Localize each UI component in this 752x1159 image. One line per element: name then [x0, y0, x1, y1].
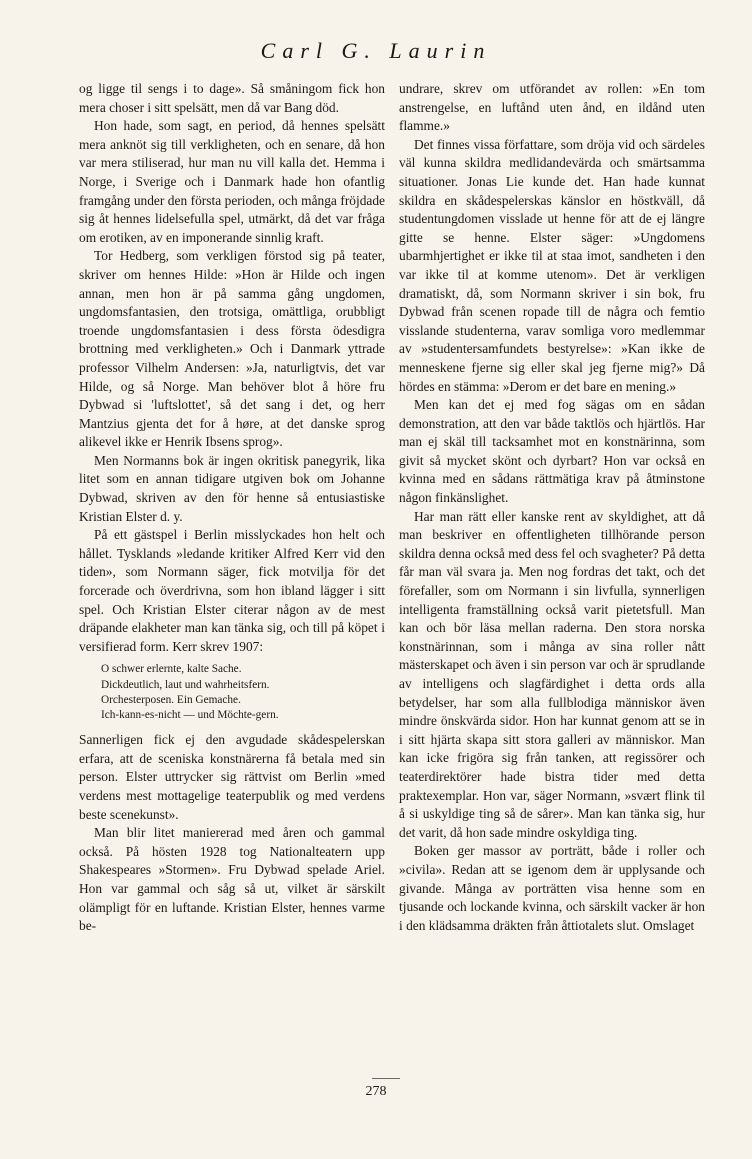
paragraph: Har man rätt eller kanske rent av skyldighet, att då man beskriver en offentligheten tillhörande person skildra denna också med dess fel och svagheter? På detta får man väl svara ja. Men nog fordras det takt, och det förefaller, som om Normann i sin livfulla, synnerligen intelligenta framställning också varit pietetsfull. Man kan och bör läsa mellan raderna. Den stora norska konstnärinnan, som i många av sina roller nått mästerskapet och även i sin person var och är sprudlande av intelligens och slagfärdighet i detta ords alla betydelser, har som alla fullblodiga människor även mindre önskvärda sidor. Hon har kunnat genom att se in i sitt hjärta skapa sitt stora galleri av människor. Man kan icke frigöra sig från tanken, att regissörer och teaterdirektörer hade bistra tider med detta praktexemplar. Hon var, säger Normann, »svært flink til å si uskyldige ting så de sårer». Man kan tänka sig, hur det varit, då hon sade mindre oskyldiga ting.: [399, 508, 705, 840]
running-head: Carl G. Laurin: [260, 38, 492, 63]
paragraph: og ligge til sengs i to dage». Så småningom fick hon mera choser i sitt spelsätt, men då var Bang död.: [79, 81, 385, 115]
poem-line: O schwer erlernte, kalte Sache.: [101, 663, 242, 676]
paragraph: Men kan det ej med fog sägas om en sådan demonstration, att den var både taktlös och hjärtlös. Har man ej skäl till tacksamhet mot en konstnärinna, som givit så mycket skönt och dyrbart? Hon var också en kvinna med en sådans rättmätiga krav på åtminstone någon finkänslighet.: [399, 397, 705, 506]
paragraph: Boken ger massor av porträtt, både i roller och »civila». Redan att se igenom dem är upplysande och givande. Många av porträtten visa henne som en tjusande och lockande kvinna, och särskilt vacker är hon i den klädsamma dräkten från åttiotalets slut. Omslaget: [399, 843, 705, 933]
footer-rule: [372, 1078, 400, 1079]
paragraph: Tor Hedberg, som verkligen förstod sig på teater, skriver om hennes Hilde: »Hon är Hilde och ingen annan, men hon är på samma gång ungdomen, ungdomsfantasien, den trotsiga, omättliga, orubbligt troende ungdomsfantasien i dess första ödesdigra brottning med verkligheten.» Och i Danmark yttrade professor Vilhelm Andersen: »Ja, naturligtvis, det var Hilde, og så Norge. Man behöver blot å höre fru Dybwad si 'luftslottet', så det sang i det, og herr Mantzius gjenta det for å høre, at det danske sprog alikevel ikke er Henrik Ibsens sprog».: [79, 248, 385, 450]
paragraph: På ett gästspel i Berlin misslyckades hon helt och hållet. Tysklands »ledande kritiker Alfred Kerr vid den tiden», som Normann säger, fick motvilja för det forcerade och överdrivna, som hon ibland lägger i sitt spel. Och Kristian Elster citerar någon av de mest dräpande elakheter man kan tänka sig, och till på köpet i versifierad form. Kerr skrev 1907:: [79, 527, 385, 654]
paragraph: Sannerligen fick ej den avgudade skådespelerskan erfara, att de sceniska konstnärerna få betala med sin person. Elster uttrycker sig rättvist om Berlin »med verdens mest mottagelige teaterpublik og med verdens beste scenekunst».: [79, 732, 385, 822]
poem-line: Dickdeutlich, laut und wahrheitsfern.: [101, 678, 270, 691]
paragraph: Hon hade, som sagt, en period, då hennes spelsätt mera anknöt sig till verkligheten, och en senare, då hon var mera stiliserad, hur man nu vill kalla det. Hemma i Norge, i Sverige och i Danmark hade hon ofantlig framgång under den första perioden, och många fröjdade sig åt hennes lidelsefulla spel, utmärkt, då det var fråga om erotiken, av en imponerande sinnlig kraft.: [79, 118, 385, 245]
left-column: [79, 80, 385, 936]
paragraph: Man blir litet maniererad med åren och gammal också. På hösten 1928 tog Nationalteatern upp Shakespeares »Stormen». Fru Dybwad spelade Ariel. Hon var gammal och såg så ut, vilket är särskilt olämpligt för en luftande. Kristian Elster, hennes varme be-: [79, 825, 385, 934]
paragraph: Men Normanns bok är ingen okritisk panegyrik, lika litet som en annan tidigare utgiven bok om Johanne Dybwad, skriven av den för henne så entusiastiske Kristian Elster d. y.: [79, 452, 385, 524]
page-number: 278: [365, 1084, 387, 1099]
right-column: [399, 80, 705, 935]
paragraph: undrare, skrev om utförandet av rollen: »En tom anstrengelse, en luftånd uten ånd, en ildånd uten flamme.»: [399, 81, 705, 134]
paragraph: Det finnes vissa författare, som dröja vid och särdeles väl kunna skildra medlidandevärda och smärtsamma situationer. Jonas Lie kunde det. Han hade kunnat skildra en skådespelerskas känslor en höstkväll, då studentungdomen visslade ut henne för att de ej längre gitte se henne. Elster säger: »Ungdomens ubarmhjertighet er ikke til at staa imot, sandheten i den var ikke til at komme utenom». Det är verkligen dramatiskt, då, som Normann skriver i sin bok, fru Dybwad från scenen ropade till de några och femtio visslande studenterna, varav somliga voro medlemmar av »studentersamfundets bestyrelse»: »Kan ikke de menneskene fjerne sig eller skal jeg fjerne mig?» Då hördes en stämma: »Derom er det bare en mening.»: [399, 136, 705, 394]
poem-line: Orchesterposen. Ein Gemache.: [101, 693, 241, 706]
poem-line: Ich-kann-es-nicht — und Möchte-gern.: [101, 709, 279, 722]
poem-quotation: [101, 662, 385, 723]
